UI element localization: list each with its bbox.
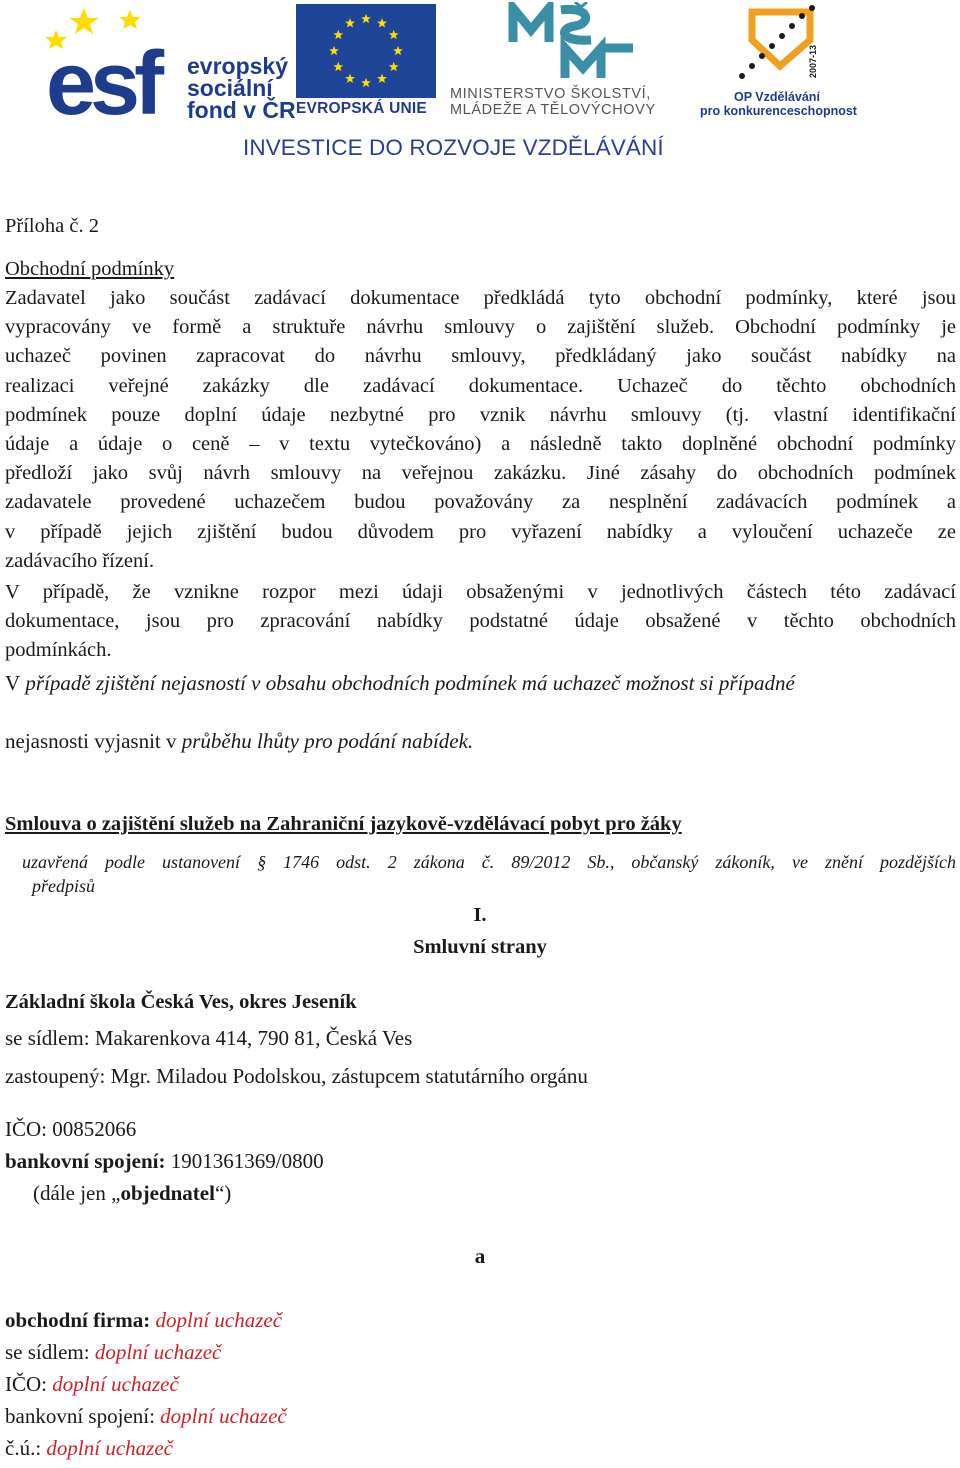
paragraph-line: údaje a údaje o ceně – v textu vytečkováno) a následně takto doplněné obchodní podmínky	[5, 433, 956, 456]
supplier-bank-label: bankovní spojení:	[5, 1404, 155, 1428]
paragraph-line: V případě, že vznikne rozpor mezi údaji obsaženými v jednotlivých částech této zadávací	[5, 581, 956, 603]
op-text-line: OP Vzdělávání	[734, 90, 820, 104]
client-ico-label: IČO:	[5, 1117, 47, 1141]
supplier-firm-label: obchodní firma:	[5, 1308, 151, 1332]
paragraph-4	[5, 727, 473, 756]
client-representative	[5, 1062, 588, 1091]
esf-text-line: fond v ČR	[187, 97, 296, 123]
paragraph-line: uchazeč povinen zapracovat do návrhu smlouvy, předkládaný jako součást nabídky na	[5, 345, 956, 368]
law-reference	[22, 850, 956, 898]
client-seat-value: Makarenkova 414, 790 81, Česká Ves	[89, 1026, 413, 1050]
conjunction: a	[474, 1244, 486, 1268]
msmt-monogram-icon	[505, 2, 635, 82]
paragraph-2	[5, 578, 956, 666]
paragraph-3-prefix: V	[5, 671, 21, 695]
esf-text-line: sociální	[187, 75, 273, 101]
placeholder-ico: doplní uchazeč	[52, 1372, 179, 1396]
msmt-text-line: MINISTERSTVO ŠKOLSTVÍ,	[450, 86, 651, 102]
law-line: předpisů	[32, 876, 95, 896]
section-number: I.	[473, 904, 487, 926]
attachment-label: Příloha č. 2	[5, 215, 99, 237]
supplier-ico-label: IČO:	[5, 1372, 47, 1396]
client-ico-value: 00852066	[47, 1117, 137, 1141]
paragraph-line: vypracovány ve formě a struktuře návrhu smlouvy o zajištění služeb. Obchodní podmínky je	[5, 316, 956, 339]
op-years: 2007-13	[808, 44, 818, 78]
paragraph-line: v případě jejich zjištění budou důvodem pro vyřazení nabídky a vyloučení uchazeče ze	[5, 520, 956, 543]
placeholder-firm: doplní uchazeč	[155, 1308, 283, 1332]
client-bank	[5, 1147, 324, 1176]
client-alias-bold: objednatel	[120, 1181, 215, 1205]
supplier-account	[5, 1434, 173, 1463]
placeholder-bank: doplní uchazeč	[160, 1404, 287, 1428]
supplier-seat-label: se sídlem:	[5, 1340, 90, 1364]
supplier-ico	[5, 1370, 179, 1399]
client-rep-value: Mgr. Miladou Podolskou, zástupcem statutárního orgánu	[105, 1064, 588, 1088]
op-text-line: pro konkurenceschopnost	[700, 104, 857, 118]
paragraph-line: zadávacího řízení.	[5, 549, 155, 572]
client-rep-label: zastoupený:	[5, 1064, 106, 1088]
paragraph-4-prefix: nejasnosti vyjasnit v	[5, 729, 177, 753]
supplier-bank	[5, 1402, 287, 1431]
paragraph-line: dokumentace, jsou pro zpracování nabídky podstatné údaje obsažené v těchto obchodních	[5, 610, 956, 633]
client-bank-value: 1901361369/0800	[165, 1149, 324, 1173]
paragraph-line: realizaci veřejné zakázky dle zadávací dokumentace. Uchazeč do těchto obchodních	[5, 374, 956, 397]
eu-flag-icon	[296, 4, 436, 98]
banner-slogan: INVESTICE DO ROZVOJE VZDĚLÁVÁNÍ	[243, 135, 664, 160]
placeholder-seat: doplní uchazeč	[94, 1340, 222, 1364]
contract-title: Smlouva o zajištění služeb na Zahraniční jazykově-vzdělávací pobyt pro žáky	[5, 813, 682, 835]
section-heading: Obchodní podmínky	[5, 258, 175, 280]
paragraph-line: zadavatele provedené uchazečem budou považovány za nesplnění zadávacích podmínek a	[5, 491, 956, 514]
section-title: Smluvní strany	[413, 936, 547, 958]
client-alias-post: “)	[214, 1181, 232, 1205]
client-alias-pre: (dále jen „	[33, 1181, 121, 1205]
law-line: uzavřená podle ustanovení § 1746 odst. 2 zákona č. 89/2012 Sb., občanský zákoník, ve znění pozdějších	[22, 852, 956, 872]
paragraph-line: Zadavatel jako součást zadávací dokumentace předkládá tyto obchodní podmínky, které jsou	[5, 287, 956, 309]
supplier-seat	[5, 1338, 221, 1367]
client-alias	[33, 1179, 231, 1208]
paragraph-3	[5, 669, 795, 698]
paragraph-line: podmínkách.	[5, 639, 112, 662]
paragraph-1	[5, 284, 956, 576]
op-emblem-icon	[736, 4, 826, 84]
paragraph-line: podmínek pouze doplní údaje nezbytné pro vznik návrhu smlouvy (tj. vlastní identifikační	[5, 403, 956, 426]
paragraph-3-italic: případě zjištění nejasností v obsahu obchodních podmínek má uchazeč možnost si případné	[20, 671, 795, 695]
msmt-text-line: MLÁDEŽE A TĚLOVÝCHOVY	[450, 102, 656, 118]
supplier-account-label: č.ú.:	[5, 1436, 42, 1460]
supplier-firm	[5, 1306, 282, 1335]
paragraph-4-italic: průběhu lhůty pro podání nabídek.	[176, 729, 474, 753]
client-ico	[5, 1115, 136, 1144]
client-seat-label: se sídlem:	[5, 1026, 90, 1050]
client-bank-label: bankovní spojení:	[5, 1149, 166, 1173]
svg-text:esf: esf	[46, 34, 159, 120]
client-name: Základní škola Česká Ves, okres Jeseník	[5, 991, 357, 1013]
esf-emblem-icon	[44, 2, 184, 120]
paragraph-line: předloží jako svůj návrh smlouvy na veřejnou zakázku. Jiné zásahy do obchodních podmínek	[5, 462, 956, 485]
esf-text-line: evropský	[187, 53, 289, 79]
placeholder-account: doplní uchazeč	[46, 1436, 173, 1460]
eu-caption: EVROPSKÁ UNIE	[296, 100, 427, 117]
client-seat	[5, 1024, 412, 1053]
